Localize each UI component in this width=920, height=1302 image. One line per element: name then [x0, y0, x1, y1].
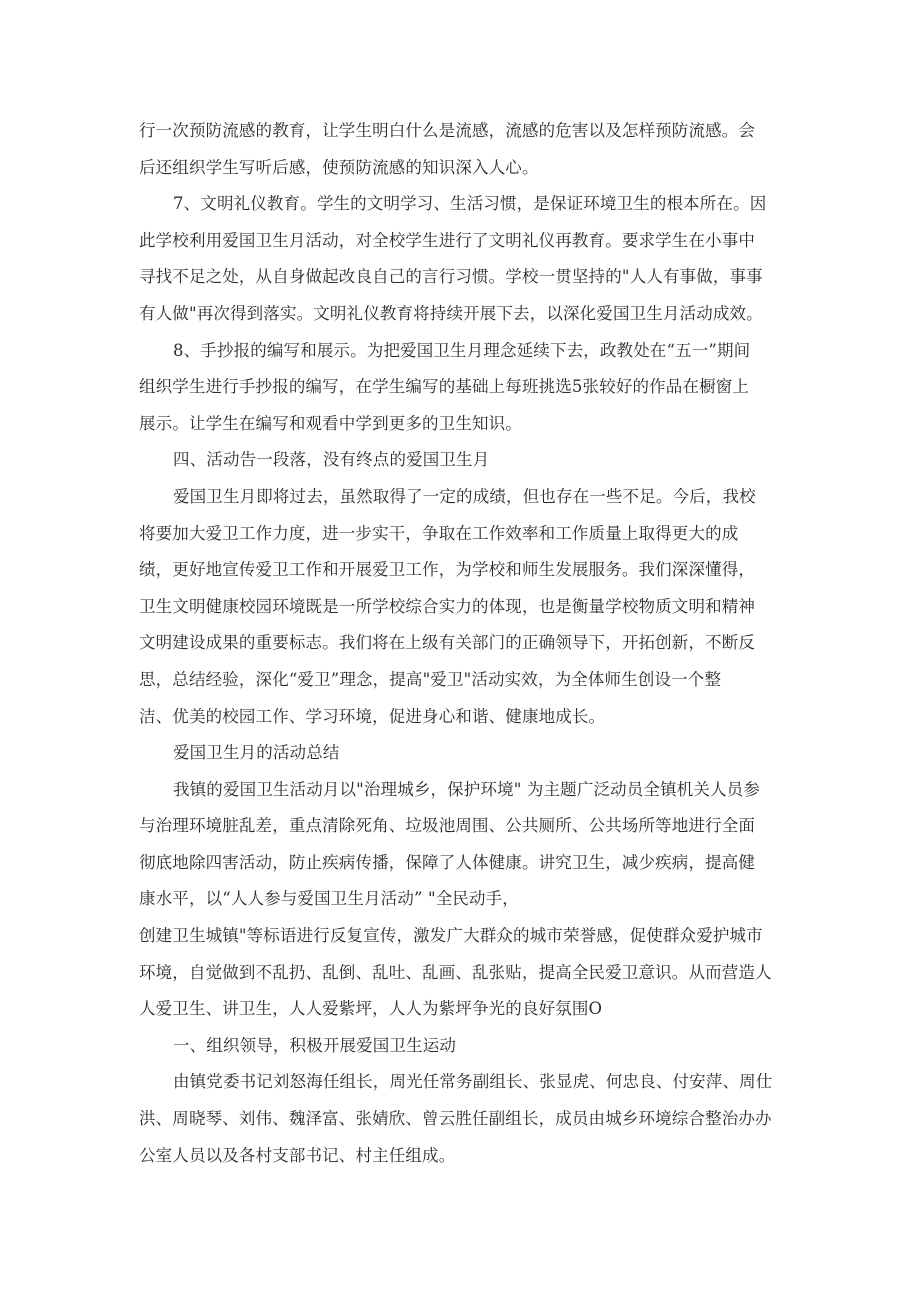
text-line: 爱国卫生月的活动总结	[173, 743, 340, 763]
paragraph-flu-education-continued	[139, 113, 780, 186]
text-line: 8、手抄报的编写和展示。为把爱国卫生月理念延续下去，政教处在“五一”期间	[173, 340, 751, 360]
text-line: 彻底地除四害活动，防止疾病传播，保障了人体健康。讲究卫生，减少疾病，提高健	[139, 852, 756, 872]
text-line: 康水平，以“人人参与爱国卫生月活动” "全民动手，	[139, 889, 519, 909]
text-line: 文明建设成果的重要标志。我们将在上级有关部门的正确领导下，开拓创新，不断反	[139, 633, 756, 653]
text-line: 展示。让学生在编写和观看中学到更多的卫生知识。	[139, 413, 522, 433]
text-line: 后还组织学生写听后感，使预防流感的知识深入人心。	[139, 157, 539, 177]
text-line: 行一次预防流感的教育，让学生明白什么是流感，流感的危害以及怎样预防流感。会	[139, 121, 756, 140]
text-line: 组织学生进行手抄报的编写，在学生编写的基础上每班挑选5张较好的作品在橱窗上	[139, 377, 750, 397]
section-heading-one	[139, 1028, 780, 1065]
text-line: 洪、周晓琴、刘伟、魏泽富、张婧欣、曾云胜任副组长，成员由城乡环境综合整治办办	[139, 1109, 772, 1129]
text-line: 绩，更好地宣传爱卫工作和开展爱卫工作，为学校和师生发展服务。我们深深懂得，	[139, 560, 756, 580]
text-line: 人爱卫生、讲卫生，人人爱紫坪，人人为紫坪争光的良好氛围O	[139, 999, 603, 1019]
text-line: 将要加大爱卫工作力度，进一步实干，争取在工作效率和工作质量上取得更大的成	[139, 523, 739, 543]
text-line: 寻找不足之处，从自身做起改良自己的言行习惯。学校一贯坚持的"人人有事做，事事	[139, 267, 763, 287]
paragraph-item-8-handwritten-newspaper	[139, 333, 780, 443]
text-line: 洁、优美的校园工作、学习环境，促进身心和谐、健康地成长。	[139, 706, 606, 726]
section-heading-four	[139, 442, 780, 479]
text-line: 公室人员以及各村支部书记、村主任组成。	[139, 1145, 456, 1165]
text-line: 此学校利用爱国卫生月活动，对全校学生进行了文明礼仪再教育。要求学生在小事中	[139, 230, 756, 250]
paragraph-item-7-etiquette	[139, 186, 780, 332]
document-subtitle	[139, 735, 780, 772]
text-line: 有人做"再次得到落实。文明礼仪教育将持续开展下去，以深化爱国卫生月活动成效。	[139, 303, 763, 323]
text-line: 7、文明礼仪教育。学生的文明学习、生活习惯，是保证环境卫生的根本所在。因	[173, 194, 767, 214]
text-line: 由镇党委书记刘怒海任组长，周光任常务副组长、张显虎、何忠良、付安萍、周仕	[173, 1072, 773, 1092]
text-line: 创建卫生城镇"等标语进行反复宣传，激发广大群众的城市荣誉感，促使群众爱护城市	[139, 926, 763, 946]
paragraph-conclusion	[139, 479, 780, 735]
paragraph-leadership-group	[139, 1064, 780, 1174]
text-line: 四、活动告一段落，没有终点的爱国卫生月	[173, 450, 490, 470]
text-line: 爱国卫生月即将过去，虽然取得了一定的成绩，但也存在一些不足。今后，我校	[173, 486, 756, 506]
text-line: 我镇的爱国卫生活动月以"治理城乡，保护环境" 为主题广泛动员全镇机关人员参	[173, 779, 760, 799]
text-line: 环境，自觉做到不乱扔、乱倒、乱吐、乱画、乱张贴，提高全民爱卫意识。从而营造人	[139, 962, 772, 982]
text-line: 一、组织领导，积极开展爱国卫生运动	[173, 1035, 457, 1055]
text-line: 与治理环境脏乱差，重点清除死角、垃圾池周围、公共厕所、公共场所等地进行全面	[139, 816, 756, 836]
document-body	[139, 113, 780, 1174]
paragraph-town-campaign	[139, 772, 780, 1028]
text-line: 卫生文明健康校园环境既是一所学校综合实力的体现，也是衡量学校物质文明和精神	[139, 596, 756, 616]
text-line: 思，总结经验，深化“爱卫”理念，提高"爱卫"活动实效，为全体师生创设一个整	[139, 669, 722, 689]
